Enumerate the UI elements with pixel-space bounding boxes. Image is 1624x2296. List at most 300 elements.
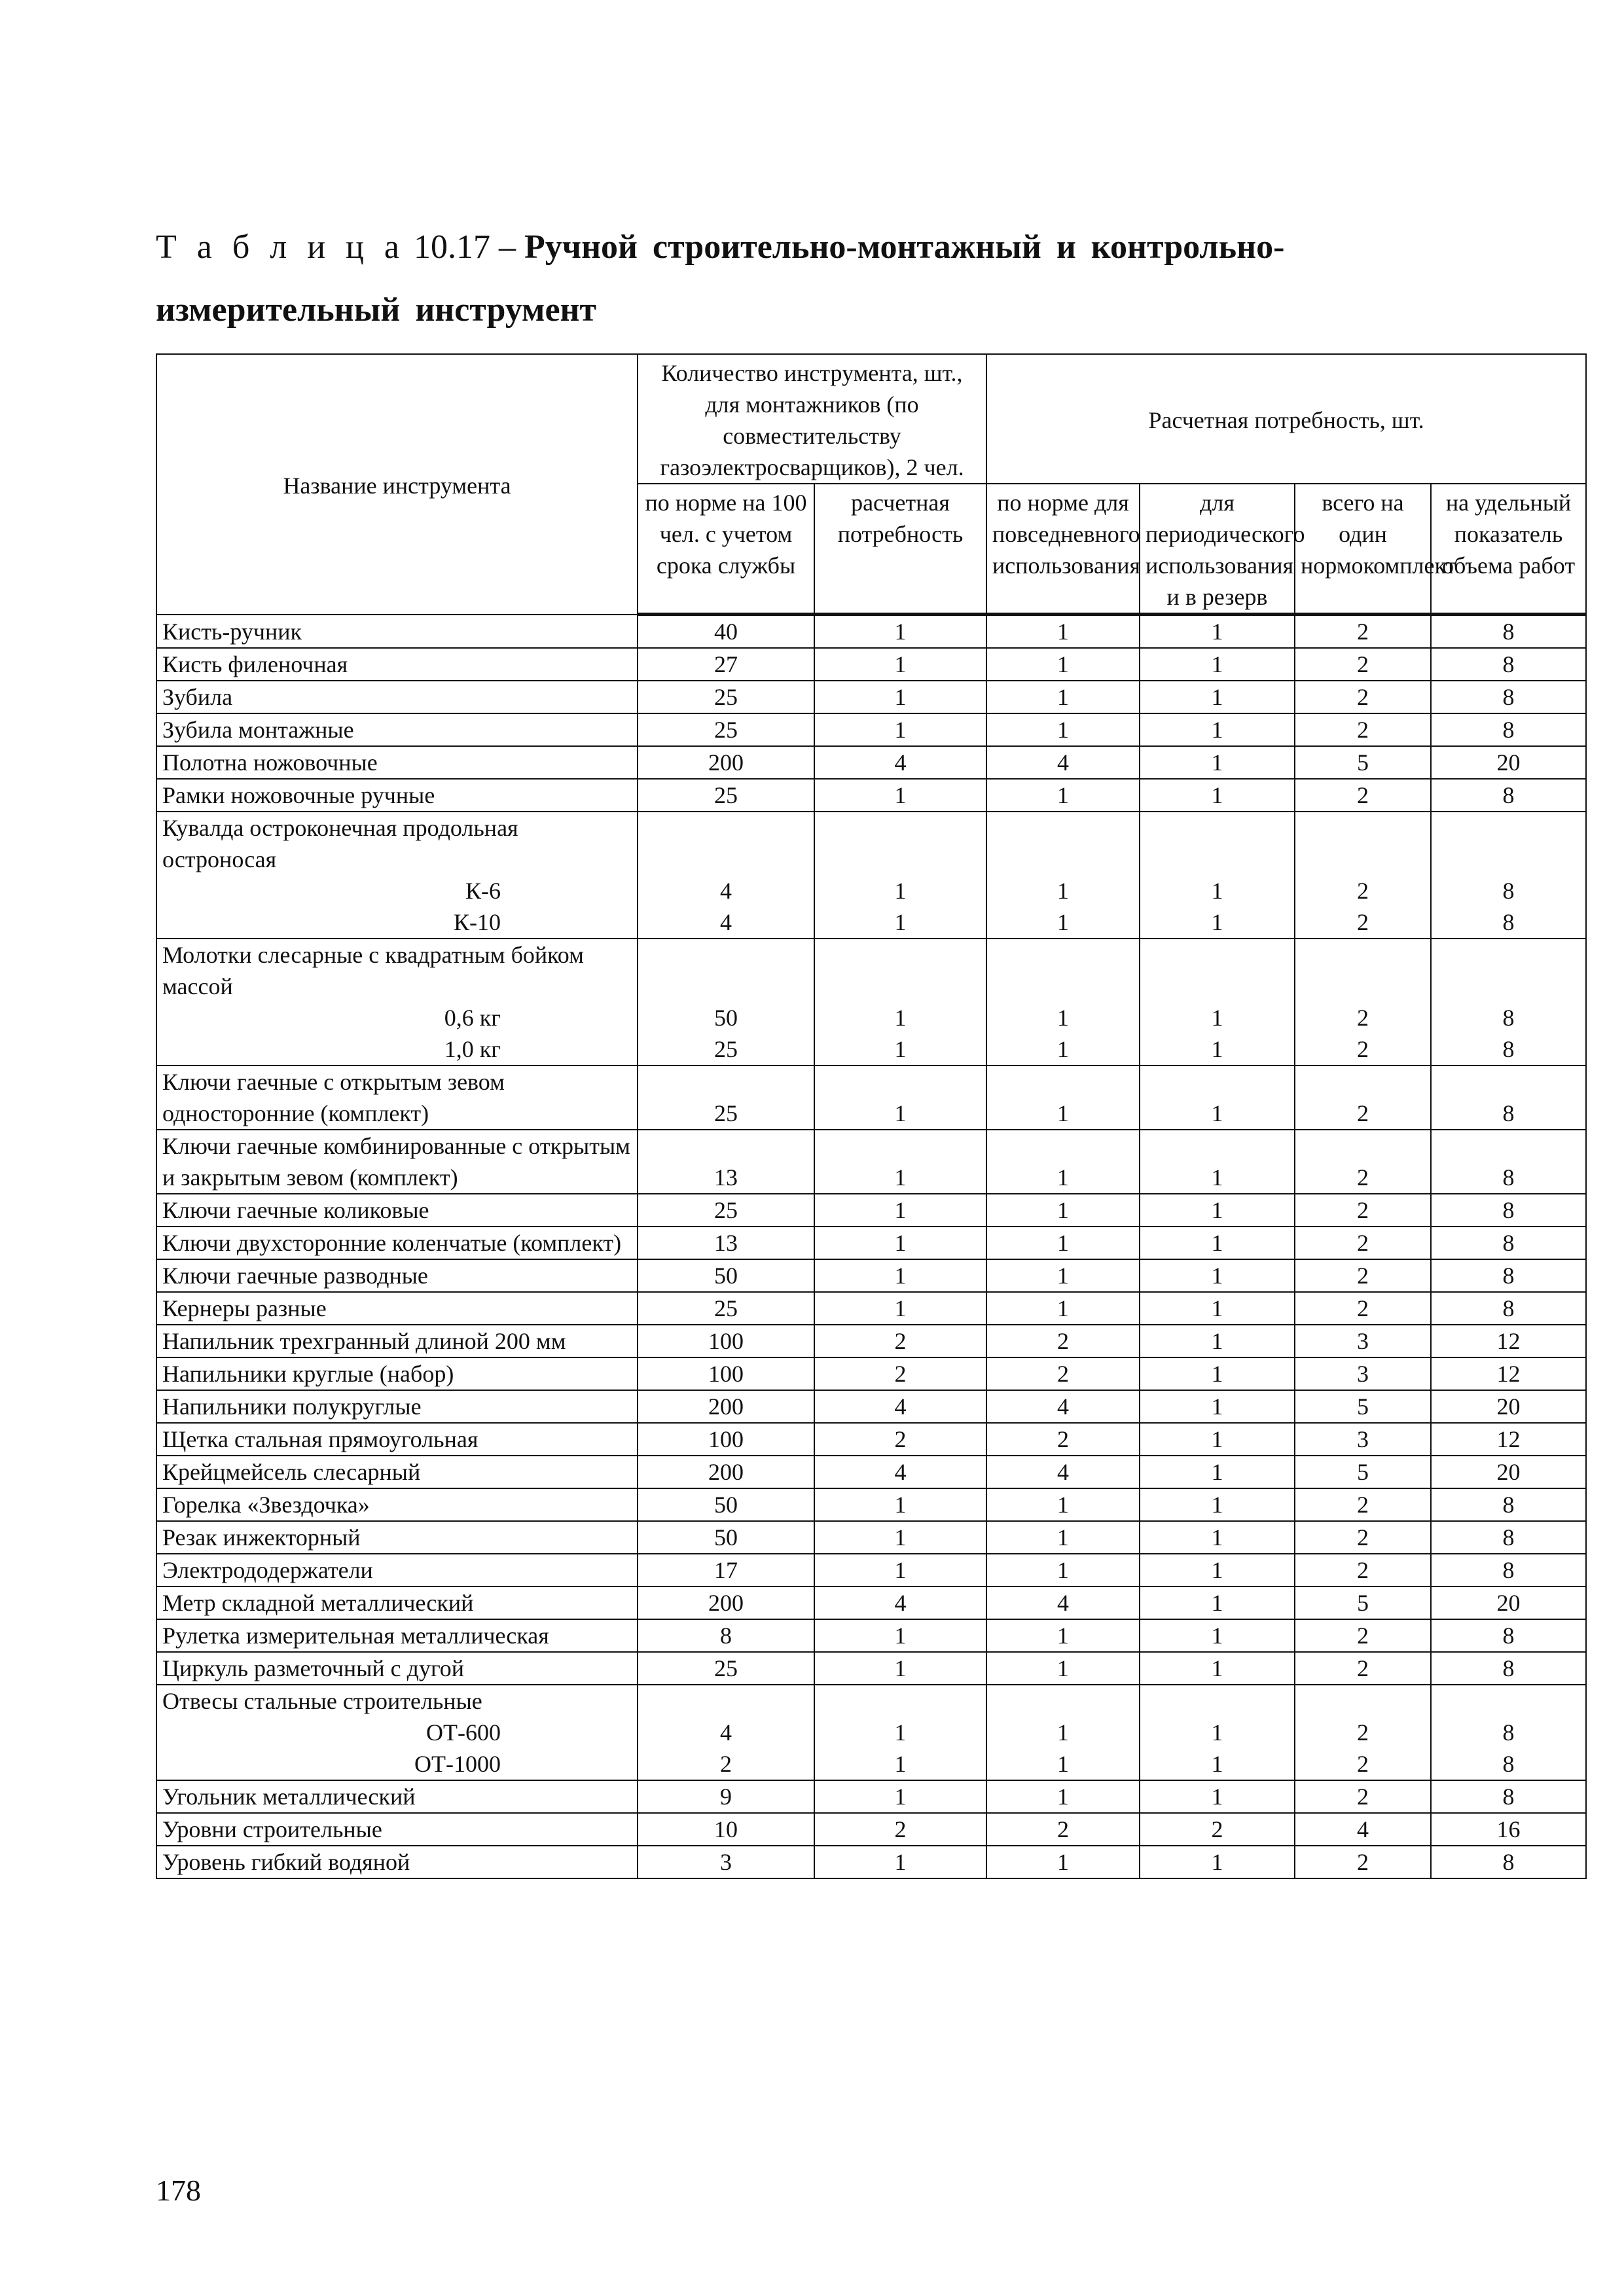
tool-name-cell [156, 1652, 638, 1685]
tool-name-cell [156, 1259, 638, 1292]
value: 2 [1357, 1005, 1369, 1031]
value-cell: 8 [1431, 1292, 1586, 1325]
value-cell: 1 [1140, 746, 1295, 779]
tool-name-cell [156, 1619, 638, 1652]
value-cell: 1 [1140, 1521, 1295, 1554]
value-cell: 1 [1140, 1066, 1295, 1130]
value-cell: 4 [986, 1390, 1140, 1423]
tool-name-cell [156, 1292, 638, 1325]
value-cell: 1 [814, 1259, 986, 1292]
value-cell [986, 1685, 1140, 1780]
tool-name-cell [156, 1780, 638, 1813]
tool-name-cell [156, 1554, 638, 1587]
value: 2 [1357, 909, 1369, 935]
value-cell: 8 [1431, 1130, 1586, 1194]
value-cell: 1 [1140, 615, 1295, 649]
value-cell: 8 [1431, 1227, 1586, 1259]
tool-name: Зубила [162, 684, 233, 710]
value-cell: 13 [638, 1227, 814, 1259]
caption-prefix: Т а б л и ц а [156, 228, 405, 266]
value-cell: 8 [1431, 1194, 1586, 1227]
tool-name: Кисть филеночная [162, 651, 348, 677]
header-specific-volume: на удельный показатель объема работ [1431, 484, 1586, 615]
value: 1 [894, 1719, 907, 1746]
value-cell: 1 [814, 1521, 986, 1554]
tool-name-cell [156, 1488, 638, 1521]
tool-name-cell [156, 812, 638, 939]
value-cell: 1 [1140, 1390, 1295, 1423]
table-row [156, 746, 1586, 779]
value-cell: 25 [638, 1066, 814, 1130]
value-cell: 1 [814, 713, 986, 746]
value-cell: 3 [1295, 1423, 1431, 1456]
value-cell: 5 [1295, 1456, 1431, 1488]
value: 1 [1057, 909, 1069, 935]
value-cell: 8 [1431, 779, 1586, 812]
value-cell: 1 [986, 681, 1140, 713]
value-cell: 200 [638, 1587, 814, 1619]
value-cell: 8 [1431, 681, 1586, 713]
value: 1 [1057, 1036, 1069, 1062]
tool-name-cell [156, 1685, 638, 1780]
table-body [156, 615, 1586, 1879]
value-cell: 1 [1140, 1194, 1295, 1227]
value-cell: 1 [814, 615, 986, 649]
value-cell: 2 [814, 1813, 986, 1846]
value-cell: 1 [1140, 1292, 1295, 1325]
value-cell: 2 [1140, 1813, 1295, 1846]
tool-name: Рамки ножовочные ручные [162, 782, 435, 808]
value: 8 [1502, 1751, 1515, 1777]
value-cell: 1 [1140, 713, 1295, 746]
value-cell: 1 [986, 1780, 1140, 1813]
value-cell: 12 [1431, 1357, 1586, 1390]
value-cell: 2 [1295, 1488, 1431, 1521]
tool-variant: ОТ-1000 [414, 1751, 501, 1777]
value-cell [814, 812, 986, 939]
value-cell: 2 [1295, 1292, 1431, 1325]
tool-name: Угольник металлический [162, 1784, 416, 1810]
value-cell: 100 [638, 1423, 814, 1456]
value-cell: 100 [638, 1357, 814, 1390]
value-cell: 5 [1295, 746, 1431, 779]
value: 1 [1057, 1005, 1069, 1031]
value-cell: 2 [1295, 1194, 1431, 1227]
value-cell: 27 [638, 648, 814, 681]
value-cell: 2 [1295, 1652, 1431, 1685]
value-cell: 1 [814, 1292, 986, 1325]
tool-name-cell [156, 1325, 638, 1357]
tool-variant: К-6 [465, 878, 501, 904]
table-row [156, 1390, 1586, 1423]
value-cell: 2 [986, 1813, 1140, 1846]
value-cell: 12 [1431, 1325, 1586, 1357]
value-cell: 2 [1295, 1521, 1431, 1554]
tool-name: Зубила монтажные [162, 717, 354, 743]
value-cell: 8 [1431, 1521, 1586, 1554]
tool-name: Кувалда остроконечная продольная остроносая [162, 815, 518, 872]
value-cell: 4 [814, 1587, 986, 1619]
value: 2 [1357, 1751, 1369, 1777]
value-cell: 3 [638, 1846, 814, 1878]
value-cell: 4 [986, 1456, 1140, 1488]
value-cell: 25 [638, 681, 814, 713]
value-cell: 1 [1140, 1325, 1295, 1357]
value: 1 [1211, 1036, 1223, 1062]
value: 1 [894, 1751, 907, 1777]
tool-name: Уровни строительные [162, 1816, 382, 1842]
value-cell: 50 [638, 1488, 814, 1521]
table-row [156, 1587, 1586, 1619]
table-row [156, 1227, 1586, 1259]
table-row [156, 681, 1586, 713]
value-cell: 100 [638, 1325, 814, 1357]
value-cell: 1 [986, 1194, 1140, 1227]
table-row [156, 1488, 1586, 1521]
value-cell: 2 [814, 1325, 986, 1357]
value-cell: 8 [1431, 1488, 1586, 1521]
tool-name: Кисть-ручник [162, 619, 302, 645]
value: 1 [1057, 1751, 1069, 1777]
value: 8 [1502, 1036, 1515, 1062]
value: 8 [1502, 1719, 1515, 1746]
value-cell: 4 [986, 746, 1140, 779]
tool-name-cell [156, 713, 638, 746]
tool-name: Ключи гаечные комбинированные с открытым и закрытым зевом (комплект) [162, 1133, 630, 1191]
value-cell: 16 [1431, 1813, 1586, 1846]
value-cell: 1 [986, 1652, 1140, 1685]
value-cell: 1 [814, 779, 986, 812]
tool-name-cell [156, 648, 638, 681]
tool-name-cell [156, 615, 638, 649]
value-cell: 4 [1295, 1813, 1431, 1846]
value-cell: 1 [986, 1521, 1140, 1554]
value-cell [638, 939, 814, 1066]
value-cell: 50 [638, 1521, 814, 1554]
table-row [156, 1423, 1586, 1456]
table-row [156, 1066, 1586, 1130]
tool-name-cell [156, 1227, 638, 1259]
tool-name-cell [156, 1813, 638, 1846]
table-row [156, 1194, 1586, 1227]
value-cell: 4 [814, 746, 986, 779]
value-cell: 4 [814, 1456, 986, 1488]
value-cell: 4 [986, 1587, 1140, 1619]
value-cell: 50 [638, 1259, 814, 1292]
value-cell: 1 [1140, 681, 1295, 713]
table-row [156, 1780, 1586, 1813]
value-cell: 2 [1295, 779, 1431, 812]
value-cell: 2 [986, 1423, 1140, 1456]
table-row [156, 1652, 1586, 1685]
value: 1 [1211, 878, 1223, 904]
table-row [156, 648, 1586, 681]
tool-variant: 0,6 кг [444, 1005, 501, 1031]
tool-name: Молотки слесарные с квадратным бойком массой [162, 942, 584, 999]
value-cell [1431, 812, 1586, 939]
value-cell: 1 [986, 1619, 1140, 1652]
value-cell: 2 [1295, 681, 1431, 713]
table-row [156, 1292, 1586, 1325]
value-cell: 1 [814, 681, 986, 713]
value-cell: 1 [814, 1652, 986, 1685]
caption-title: Ручной строительно-монтажный и контрольно-измерительный инструмент [156, 228, 1285, 329]
value-cell: 8 [1431, 1259, 1586, 1292]
value: 8 [1502, 1005, 1515, 1031]
value-cell: 1 [814, 1846, 986, 1878]
value-cell: 1 [1140, 1846, 1295, 1878]
table-row [156, 1259, 1586, 1292]
table-row [156, 713, 1586, 746]
tool-name-cell [156, 1357, 638, 1390]
tool-name-cell [156, 1521, 638, 1554]
value-cell: 1 [1140, 1227, 1295, 1259]
value-cell: 1 [1140, 1357, 1295, 1390]
value-cell: 8 [1431, 1780, 1586, 1813]
value-cell: 1 [1140, 648, 1295, 681]
value-cell: 25 [638, 713, 814, 746]
value-cell: 2 [1295, 615, 1431, 649]
value-cell: 8 [1431, 1066, 1586, 1130]
value-cell: 25 [638, 1652, 814, 1685]
value-cell: 1 [1140, 779, 1295, 812]
value-cell: 25 [638, 1292, 814, 1325]
tool-name-cell [156, 1846, 638, 1878]
value-cell: 9 [638, 1780, 814, 1813]
value-cell: 2 [814, 1357, 986, 1390]
tool-name: Циркуль разметочный с дугой [162, 1655, 465, 1681]
tool-name: Электрододержатели [162, 1557, 373, 1583]
value: 50 [714, 1005, 738, 1031]
value: 1 [1211, 1005, 1223, 1031]
caption-number: 10.17 – [414, 228, 516, 266]
value-cell: 2 [1295, 1130, 1431, 1194]
value-cell: 1 [986, 713, 1140, 746]
table-row [156, 1619, 1586, 1652]
value-cell: 1 [1140, 1423, 1295, 1456]
value-cell [1140, 1685, 1295, 1780]
header-calc-need: расчетная потребность [814, 484, 986, 615]
value-cell: 1 [1140, 1652, 1295, 1685]
table-row [156, 1521, 1586, 1554]
tool-name-cell [156, 681, 638, 713]
value-cell [1431, 1685, 1586, 1780]
page-number: 178 [156, 2174, 201, 2207]
value-cell: 1 [986, 1488, 1140, 1521]
value-cell: 200 [638, 1390, 814, 1423]
value-cell: 1 [1140, 1587, 1295, 1619]
value-cell: 2 [1295, 1227, 1431, 1259]
value-cell: 40 [638, 615, 814, 649]
tool-variant: К-10 [454, 909, 501, 935]
value-cell: 8 [1431, 713, 1586, 746]
tool-name: Напильники круглые (набор) [162, 1361, 454, 1387]
header-group-need: Расчетная потребность, шт. [986, 354, 1586, 484]
value: 1 [1057, 1719, 1069, 1746]
value-cell: 1 [814, 1619, 986, 1652]
value-cell: 2 [814, 1423, 986, 1456]
value-cell: 1 [1140, 1456, 1295, 1488]
tool-name: Кернеры разные [162, 1295, 327, 1321]
value-cell: 1 [814, 1780, 986, 1813]
tool-name: Полотна ножовочные [162, 749, 378, 776]
tool-name-cell [156, 1456, 638, 1488]
value-cell: 1 [814, 1066, 986, 1130]
header-periodic-reserve: для периодического использования и в резерв [1140, 484, 1295, 615]
header-daily-norm: по норме для повседневного использования [986, 484, 1140, 615]
value-cell [1295, 939, 1431, 1066]
value: 2 [1357, 1719, 1369, 1746]
table-row [156, 1685, 1586, 1780]
value-cell: 2 [986, 1325, 1140, 1357]
table-caption [156, 216, 1485, 342]
tool-name: Уровень гибкий водяной [162, 1849, 410, 1875]
tool-name: Напильники полукруглые [162, 1393, 422, 1420]
table-row [156, 1813, 1586, 1846]
table-row [156, 812, 1586, 939]
header-norm-100: по норме на 100 чел. с учетом срока службы [638, 484, 814, 615]
value-cell: 25 [638, 779, 814, 812]
value: 25 [714, 1036, 738, 1062]
tool-name-cell [156, 1587, 638, 1619]
tool-variant: ОТ-600 [426, 1719, 501, 1746]
value: 2 [1357, 878, 1369, 904]
value: 1 [1057, 878, 1069, 904]
value: 4 [720, 1719, 732, 1746]
value-cell: 20 [1431, 1390, 1586, 1423]
value: 1 [894, 1036, 907, 1062]
value-cell: 13 [638, 1130, 814, 1194]
value-cell: 2 [1295, 1554, 1431, 1587]
tool-name: Резак инжекторный [162, 1524, 361, 1551]
tool-name: Ключи гаечные разводные [162, 1263, 428, 1289]
tool-name: Рулетка измерительная металлическая [162, 1623, 549, 1649]
value-cell: 1 [1140, 1619, 1295, 1652]
value-cell: 20 [1431, 1587, 1586, 1619]
tool-name-cell [156, 939, 638, 1066]
value-cell: 4 [814, 1390, 986, 1423]
value-cell: 1 [814, 1227, 986, 1259]
value-cell: 1 [986, 648, 1140, 681]
value-cell: 2 [1295, 1259, 1431, 1292]
value-cell: 8 [1431, 1846, 1586, 1878]
tool-name: Напильник трехгранный длиной 200 мм [162, 1328, 566, 1354]
value-cell [1140, 812, 1295, 939]
value-cell [1295, 1685, 1431, 1780]
value: 4 [720, 909, 732, 935]
table-row [156, 939, 1586, 1066]
value-cell [814, 1685, 986, 1780]
value-cell: 2 [1295, 713, 1431, 746]
value-cell [814, 939, 986, 1066]
value-cell: 200 [638, 1456, 814, 1488]
header-name: Название инструмента [156, 354, 638, 615]
tool-name-cell [156, 1194, 638, 1227]
tool-name-cell [156, 1066, 638, 1130]
tool-name: Щетка стальная прямоугольная [162, 1426, 478, 1452]
value-cell: 10 [638, 1813, 814, 1846]
value-cell: 1 [986, 779, 1140, 812]
value-cell: 8 [638, 1619, 814, 1652]
value: 1 [894, 878, 907, 904]
value: 2 [720, 1751, 732, 1777]
value: 4 [720, 878, 732, 904]
value-cell: 20 [1431, 746, 1586, 779]
value-cell: 2 [1295, 1066, 1431, 1130]
tool-name: Горелка «Звездочка» [162, 1492, 370, 1518]
value-cell: 8 [1431, 1619, 1586, 1652]
value-cell: 1 [986, 1259, 1140, 1292]
value: 1 [1211, 909, 1223, 935]
value-cell: 200 [638, 746, 814, 779]
value-cell: 17 [638, 1554, 814, 1587]
value-cell [986, 939, 1140, 1066]
value-cell: 3 [1295, 1325, 1431, 1357]
value: 8 [1502, 909, 1515, 935]
value-cell: 1 [1140, 1554, 1295, 1587]
value-cell: 2 [1295, 1780, 1431, 1813]
tool-name-cell [156, 746, 638, 779]
value-cell: 1 [986, 1066, 1140, 1130]
value-cell [638, 812, 814, 939]
tool-name-cell [156, 1423, 638, 1456]
value-cell: 1 [814, 1554, 986, 1587]
value-cell: 5 [1295, 1390, 1431, 1423]
value-cell [986, 812, 1140, 939]
value-cell: 1 [986, 1292, 1140, 1325]
value: 1 [1211, 1719, 1223, 1746]
header-total-set: всего на один нормокомплект [1295, 484, 1431, 615]
tool-name: Крейцмейсель слесарный [162, 1459, 421, 1485]
value-cell: 12 [1431, 1423, 1586, 1456]
value-cell: 2 [986, 1357, 1140, 1390]
value-cell: 1 [1140, 1259, 1295, 1292]
value-cell: 1 [814, 1194, 986, 1227]
value-cell [1140, 939, 1295, 1066]
value-cell [1295, 812, 1431, 939]
table-row [156, 779, 1586, 812]
value: 1 [894, 1005, 907, 1031]
value: 8 [1502, 878, 1515, 904]
value-cell: 1 [986, 1227, 1140, 1259]
tool-name: Ключи гаечные коликовые [162, 1197, 429, 1223]
value-cell: 2 [1295, 648, 1431, 681]
tool-name-cell [156, 779, 638, 812]
value-cell: 3 [1295, 1357, 1431, 1390]
tool-name: Метр складной металлический [162, 1590, 474, 1616]
value-cell: 1 [814, 1130, 986, 1194]
table-row [156, 1456, 1586, 1488]
table-row [156, 1130, 1586, 1194]
value-cell: 1 [986, 1130, 1140, 1194]
header-row-group [156, 354, 1586, 484]
value-cell: 2 [1295, 1846, 1431, 1878]
value-cell: 1 [1140, 1488, 1295, 1521]
value: 1 [894, 909, 907, 935]
value-cell: 1 [986, 615, 1140, 649]
tool-name-cell [156, 1130, 638, 1194]
value-cell: 20 [1431, 1456, 1586, 1488]
tool-name: Ключи двухсторонние коленчатые (комплект) [162, 1230, 622, 1256]
value-cell: 25 [638, 1194, 814, 1227]
table-row [156, 1846, 1586, 1878]
value-cell: 1 [986, 1554, 1140, 1587]
value-cell: 1 [1140, 1780, 1295, 1813]
value-cell: 8 [1431, 1554, 1586, 1587]
value-cell: 5 [1295, 1587, 1431, 1619]
header-group-quantity: Количество инструмента, шт., для монтажников (по совместительству газоэлектросварщиков), 2 чел. [638, 354, 986, 484]
table-row [156, 1554, 1586, 1587]
